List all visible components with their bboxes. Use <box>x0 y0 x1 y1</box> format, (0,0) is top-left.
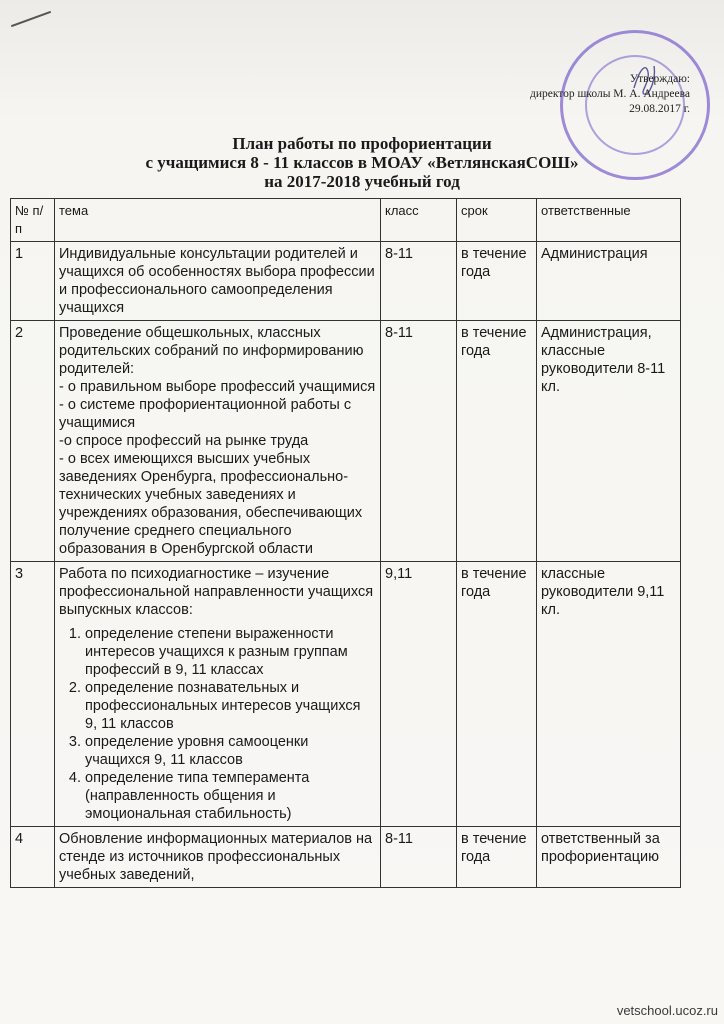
list-item: 4. определение типа темперамента (направленность общения и эмоциональная стабильность) <box>85 769 376 823</box>
approval-director: директор школы М. А. Андреева <box>529 88 690 100</box>
row-topic <box>55 562 381 827</box>
footer-site-watermark: vetschool.ucoz.ru <box>616 1003 718 1018</box>
row-term: в течение года <box>457 321 537 562</box>
row-class: 8-11 <box>381 242 457 321</box>
header-responsible: ответственные <box>537 199 681 242</box>
row-number: 4 <box>11 827 55 888</box>
row-number: 2 <box>11 321 55 562</box>
table-row <box>11 242 681 321</box>
row-topic: Индивидуальные консультации родителей и учащихся об особенностях выбора профессии и профессионального самоопределения учащихся <box>55 242 381 321</box>
header-term: срок <box>457 199 537 242</box>
row-term: в течение года <box>457 242 537 321</box>
list-item: 1. определение степени выраженности интересов учащихся к разным группам профессий в 9, 11 классах <box>85 625 376 679</box>
topic-item: - о всех имеющихся высших учебных заведениях Оренбурга, профессионально-технических учебных заведениях и учреждениях образования, обеспечивающих получение среднего специального образования в Оренбургской области <box>59 451 363 557</box>
table-row <box>11 827 681 888</box>
row-responsible: Администрация, классные руководители 8-11 кл. <box>537 321 681 562</box>
row-class: 8-11 <box>381 321 457 562</box>
title-line-1: План работы по профориентации <box>232 134 492 153</box>
list-item: 3. определение уровня самооценки учащихся 9, 11 классов <box>85 733 376 769</box>
approval-block <box>470 72 690 117</box>
topic-intro: Работа по психодиагностике – изучение профессиональной направленности учащихся выпускных классов: <box>59 566 374 618</box>
row-responsible: ответственный за профориентацию <box>537 827 681 888</box>
topic-intro: Проведение общешкольных, классных родительских собраний по информированию родителей: <box>59 325 364 377</box>
list-item: 2. определение познавательных и профессиональных интересов учащихся 9, 11 классов <box>85 679 376 733</box>
document-title <box>0 134 724 191</box>
table-header-row <box>11 199 681 242</box>
table-row <box>11 321 681 562</box>
topic-item: -о спросе профессий на рынке труда <box>59 433 309 449</box>
approval-label: Утверждаю: <box>629 73 690 85</box>
row-number: 1 <box>11 242 55 321</box>
row-responsible: Администрация <box>537 242 681 321</box>
topic-item: - о системе профориентационной работы с учащимися <box>59 397 352 431</box>
row-class: 8-11 <box>381 827 457 888</box>
header-number: № п/п <box>11 199 55 242</box>
plan-table <box>10 198 681 888</box>
row-number: 3 <box>11 562 55 827</box>
title-line-3: на 2017-2018 учебный год <box>264 172 460 191</box>
row-topic <box>55 321 381 562</box>
row-term: в течение года <box>457 562 537 827</box>
diagnostic-list <box>59 625 376 823</box>
row-term: в течение года <box>457 827 537 888</box>
approval-date: 29.08.2017 г. <box>629 103 690 115</box>
row-class: 9,11 <box>381 562 457 827</box>
header-topic: тема <box>55 199 381 242</box>
table-row <box>11 562 681 827</box>
topic-item: - о правильном выборе профессий учащимися <box>59 379 376 395</box>
header-class: класс <box>381 199 457 242</box>
row-responsible: классные руководители 9,11 кл. <box>537 562 681 827</box>
row-topic: Обновление информационных материалов на стенде из источников профессиональных учебных заведений, <box>55 827 381 888</box>
title-line-2: с учащимися 8 - 11 классов в МОАУ «ВетлянскаяСОШ» <box>145 153 579 172</box>
